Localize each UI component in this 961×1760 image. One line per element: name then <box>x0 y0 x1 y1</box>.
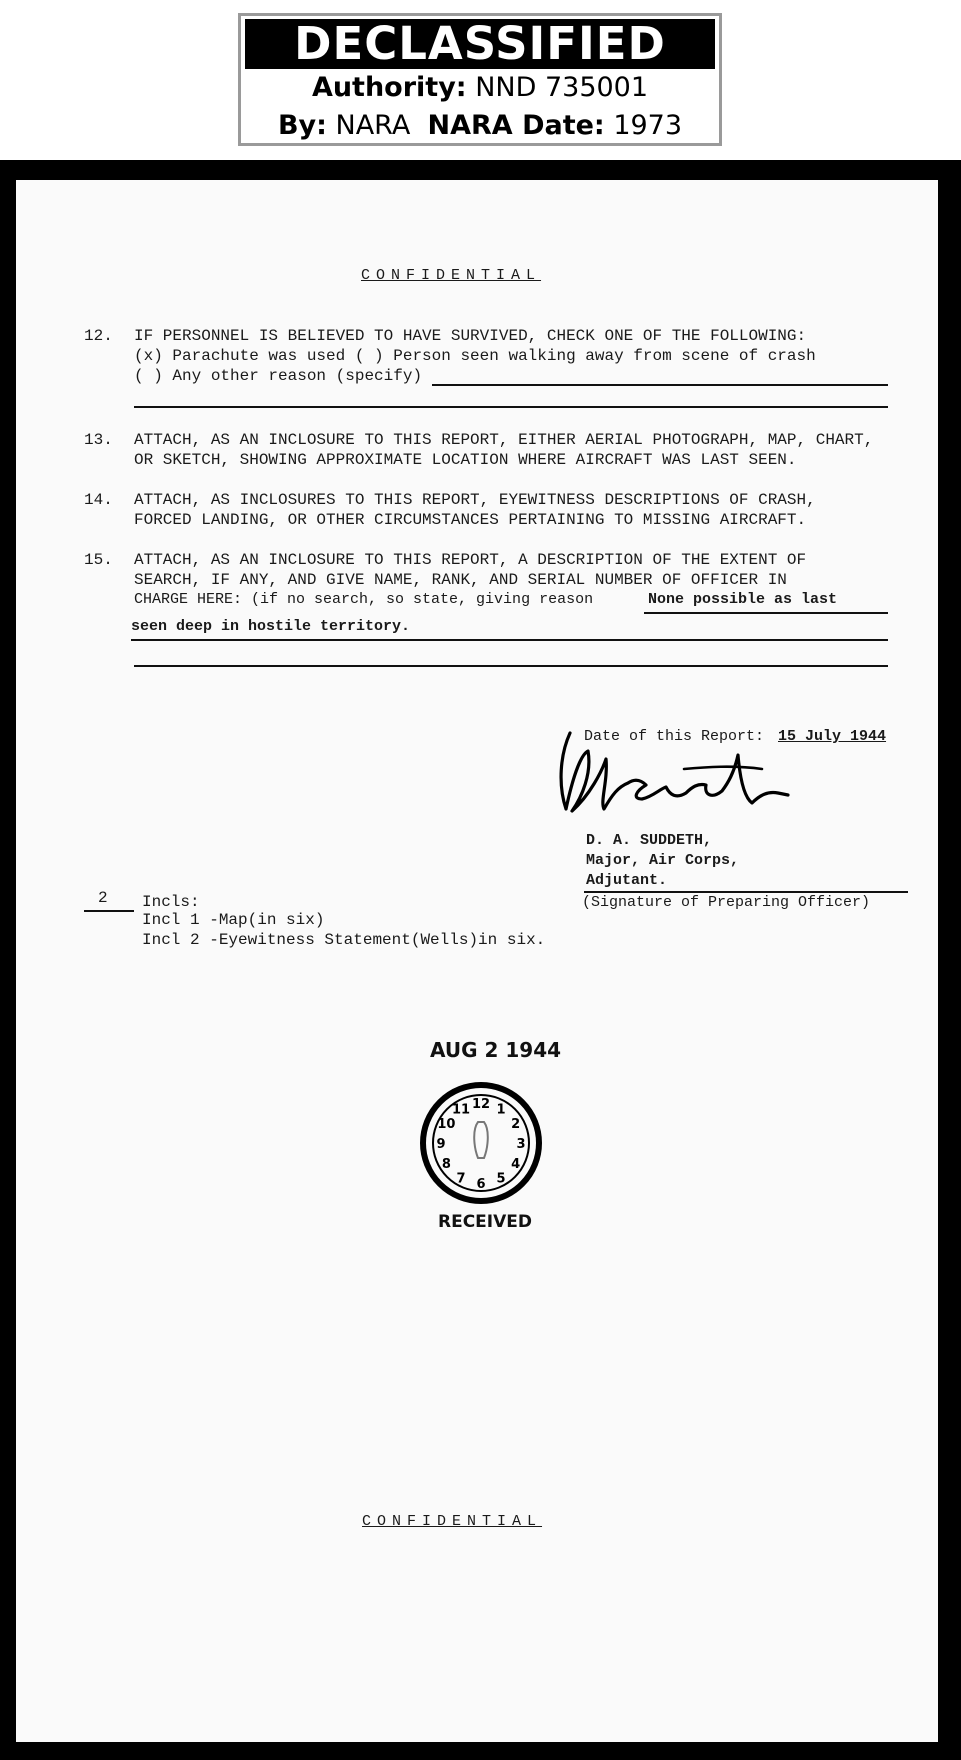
signer-name: D. A. SUDDETH, <box>586 832 713 849</box>
inclosure-item-1: Incl 1 -Map(in six) <box>142 911 325 929</box>
item-15-line-2: SEARCH, IF ANY, AND GIVE NAME, RANK, AND SERIAL NUMBER OF OFFICER IN <box>134 571 787 589</box>
nara-date-label: NARA Date: <box>427 110 605 141</box>
clock-number: 1 <box>496 1102 506 1118</box>
authority-value: NND 735001 <box>475 72 649 103</box>
declassification-band <box>0 0 961 160</box>
item-12-line-3: ( ) Any other reason (specify) <box>134 367 423 385</box>
handwritten-signature <box>556 725 826 825</box>
authority-label: Authority: <box>311 72 467 103</box>
by-line <box>241 110 719 141</box>
clock-number: 11 <box>451 1102 471 1118</box>
received-date: AUG 2 1944 <box>430 1038 562 1062</box>
clock-number: 9 <box>436 1137 446 1152</box>
signer-title: Adjutant. <box>586 872 668 889</box>
item-13-line-2: OR SKETCH, SHOWING APPROXIMATE LOCATION WHERE AIRCRAFT WAS LAST SEEN. <box>134 451 797 469</box>
item-15-answer-1: None possible as last <box>648 591 838 608</box>
item-15-line-3: CHARGE HERE: (if no search, so state, giving reason <box>134 591 594 608</box>
declassified-title: DECLASSIFIED <box>245 19 715 69</box>
item-14-number: 14. <box>84 491 113 509</box>
item-15-answer-line-1 <box>644 612 888 614</box>
clock-number: 2 <box>511 1117 521 1132</box>
item-15-blank-line <box>134 665 888 667</box>
item-12-blank-line <box>134 406 888 408</box>
signature-caption: (Signature of Preparing Officer) <box>582 894 871 911</box>
item-15-line-1: ATTACH, AS AN INCLOSURE TO THIS REPORT, A DESCRIPTION OF THE EXTENT OF <box>134 551 807 569</box>
clock-number: 3 <box>516 1137 526 1152</box>
document-page <box>16 180 938 1742</box>
item-14-line-1: ATTACH, AS INCLOSURES TO THIS REPORT, EYEWITNESS DESCRIPTIONS OF CRASH, <box>134 491 816 509</box>
report-date-label: Date of this Report: <box>584 728 765 745</box>
report-date-value: 15 July 1944 <box>778 728 887 745</box>
item-13-number: 13. <box>84 431 113 449</box>
item-12-line-1: IF PERSONNEL IS BELIEVED TO HAVE SURVIVED, CHECK ONE OF THE FOLLOWING: <box>134 327 807 345</box>
inclosure-item-2: Incl 2 -Eyewitness Statement(Wells)in six. <box>142 931 546 949</box>
item-12-number: 12. <box>84 327 113 345</box>
clock-number: 8 <box>441 1157 451 1172</box>
clock-number: 7 <box>456 1171 466 1187</box>
footer-classification: CONFIDENTIAL <box>362 1513 543 1530</box>
item-15-answer-2: seen deep in hostile territory. <box>131 618 411 635</box>
clock-number: 6 <box>476 1177 486 1192</box>
item-12-line-2: (x) Parachute was used ( ) Person seen walking away from scene of crash <box>134 347 816 365</box>
authority-line <box>241 72 719 103</box>
inclosures-label: Incls: <box>142 893 200 911</box>
header-classification: CONFIDENTIAL <box>361 267 542 284</box>
declassified-stamp <box>238 13 722 146</box>
signer-rank: Major, Air Corps, <box>586 852 740 869</box>
inclosure-count: 2 <box>98 889 108 907</box>
item-14-line-2: FORCED LANDING, OR OTHER CIRCUMSTANCES PERTAINING TO MISSING AIRCRAFT. <box>134 511 807 529</box>
clock-number: 10 <box>437 1117 456 1132</box>
item-13-line-1: ATTACH, AS AN INCLOSURE TO THIS REPORT, EITHER AERIAL PHOTOGRAPH, MAP, CHART, <box>134 431 874 449</box>
received-clock-stamp <box>416 1078 546 1208</box>
by-label: By: <box>277 110 327 141</box>
nara-date-value: 1973 <box>613 110 683 141</box>
clock-number: 5 <box>496 1171 506 1187</box>
clock-number: 12 <box>471 1097 491 1112</box>
by-value: NARA <box>335 110 411 141</box>
clock-number: 4 <box>511 1157 521 1172</box>
specify-line <box>432 384 888 386</box>
inclosure-count-line <box>84 910 134 912</box>
received-label: RECEIVED <box>438 1212 532 1232</box>
item-15-answer-line-2 <box>131 639 888 641</box>
item-15-number: 15. <box>84 551 113 569</box>
